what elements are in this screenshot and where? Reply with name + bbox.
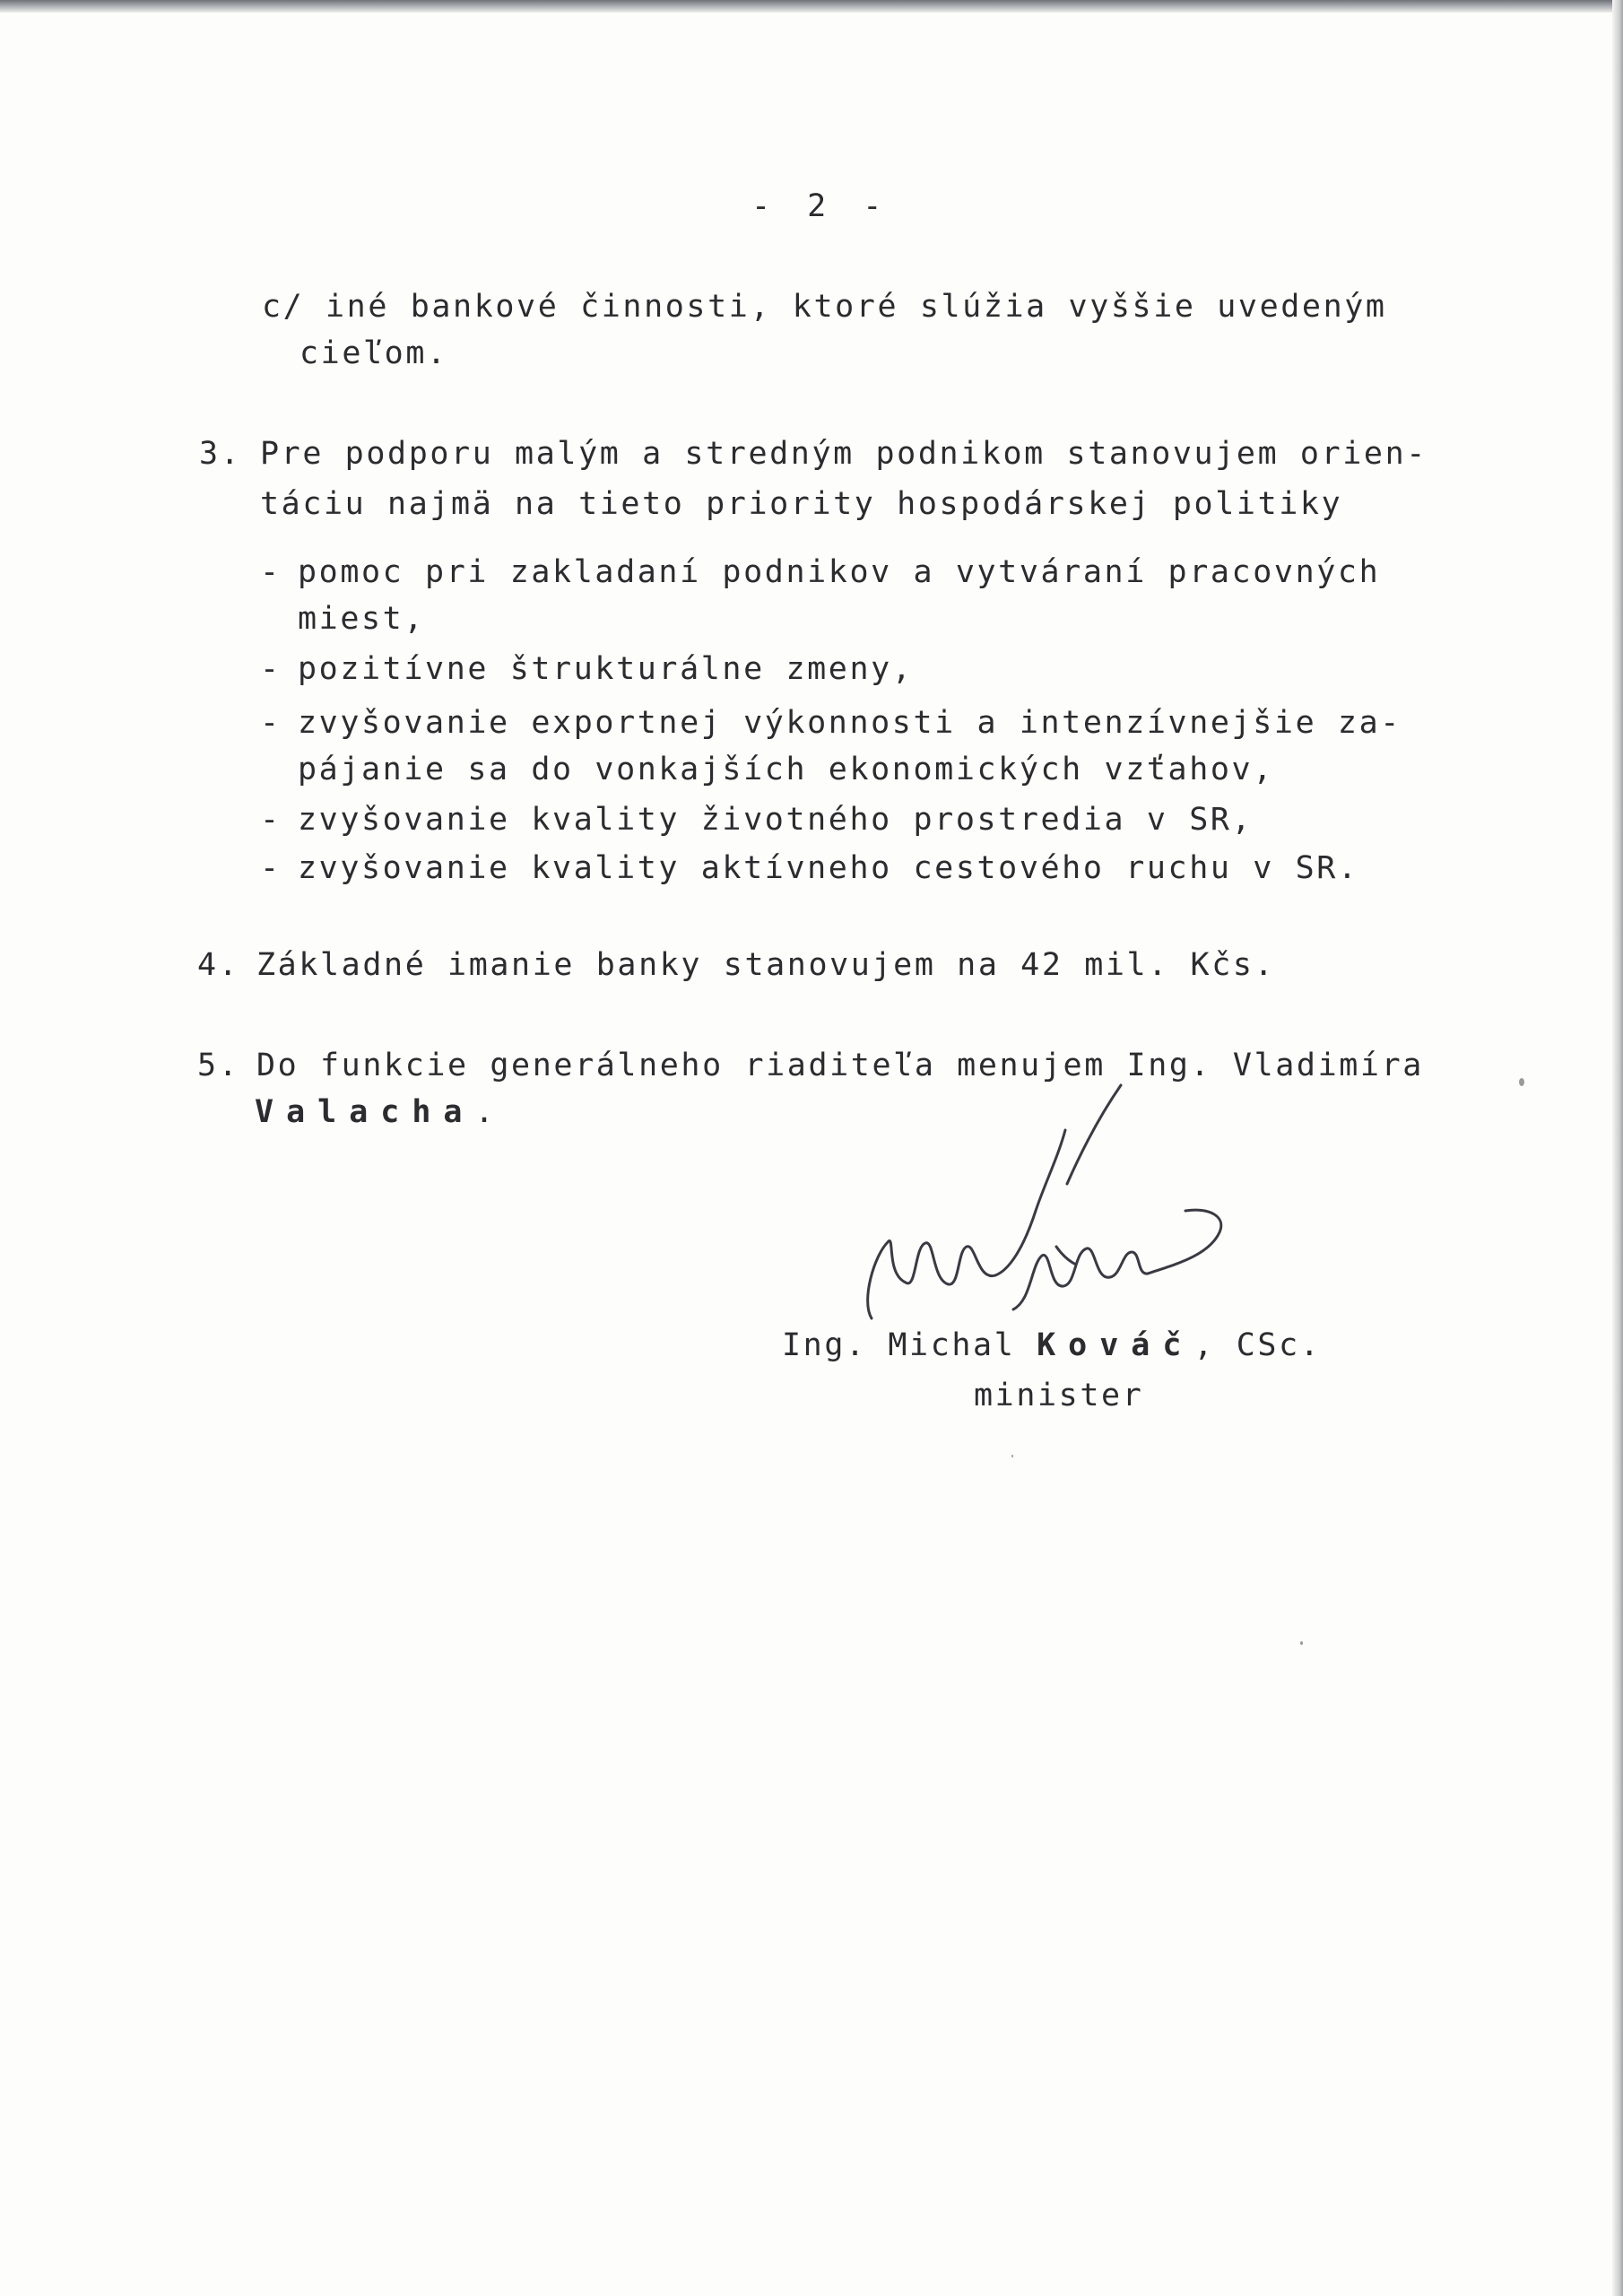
- bullet-dash: -: [260, 705, 282, 741]
- handwritten-signature: [852, 1076, 1255, 1327]
- page-number: - 2 -: [751, 188, 891, 224]
- item4-text: Základné imanie banky stanovujem na 42 mil. Kčs.: [256, 947, 1276, 983]
- bullet2-line1: pozitívne štrukturálne zmeny,: [298, 651, 914, 687]
- signatory-prefix: Ing. Michal: [782, 1327, 1016, 1363]
- scan-speck: [1519, 1078, 1524, 1086]
- bullet1-line2: miest,: [298, 601, 426, 637]
- scan-speck: [1300, 1641, 1303, 1645]
- appointee-name-period: .: [474, 1094, 497, 1130]
- item5-name: [255, 1092, 496, 1132]
- bullet-dash: -: [260, 802, 282, 838]
- item3-line1: Pre podporu malým a stredným podnikom stanovujem orien-: [260, 436, 1428, 472]
- item5-line1: Do funkcie generálneho riaditeľa menujem Ing. Vladimíra: [256, 1048, 1424, 1083]
- appointee-name: Valacha: [255, 1094, 475, 1130]
- signatory-title: minister: [974, 1378, 1144, 1413]
- item-c-line2: cieľom.: [299, 335, 448, 371]
- signatory-surname: Kováč: [1037, 1327, 1194, 1363]
- bullet4-line1: zvyšovanie kvality životného prostredia v SR,: [298, 802, 1254, 838]
- bullet-dash: -: [260, 850, 282, 886]
- signatory-suffix: , CSc.: [1193, 1327, 1322, 1363]
- bullet3-line1: zvyšovanie exportnej výkonnosti a intenzívnejšie za-: [298, 705, 1402, 741]
- bullet1-line1: pomoc pri zakladaní podnikov a vytváraní pracovných: [298, 554, 1381, 590]
- bullet5-line1: zvyšovanie kvality aktívneho cestového ruchu v SR.: [298, 850, 1359, 886]
- signatory-name: [782, 1326, 1321, 1365]
- scan-speck: [1011, 1455, 1013, 1457]
- bullet-dash: -: [260, 651, 282, 687]
- item3-number: 3.: [199, 436, 242, 472]
- item4-number: 4.: [197, 947, 240, 983]
- item3-line2: táciu najmä na tieto priority hospodárskej politiky: [260, 486, 1343, 522]
- item-c-line1: c/ iné bankové činnosti, ktoré slúžia vyššie uvedeným: [262, 289, 1387, 325]
- item5-number: 5.: [197, 1048, 240, 1083]
- bullet-dash: -: [260, 554, 282, 590]
- bullet3-line2: pájanie sa do vonkajších ekonomických vzťahov,: [298, 752, 1274, 787]
